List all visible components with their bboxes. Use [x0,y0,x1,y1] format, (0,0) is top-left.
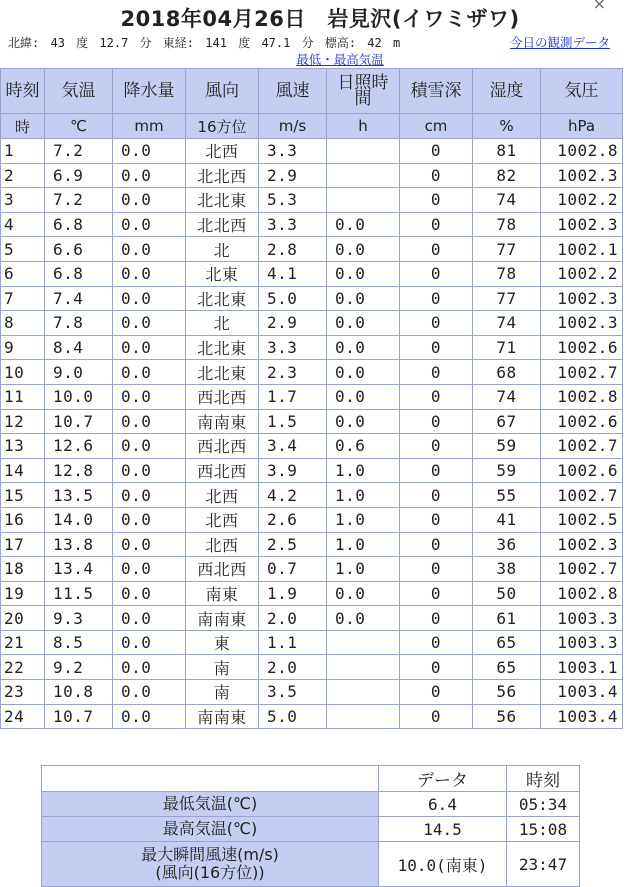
summary-label: 最高気温(℃) [42,817,379,842]
cell-sunshine: 1.0 [327,458,400,483]
cell-pressure: 1002.3 [541,163,623,188]
cell-humidity: 65 [473,655,541,680]
cell-wind-direction: 南 [186,655,259,680]
cell-wind-speed: 1.1 [259,630,327,655]
summary-header-row [42,766,580,792]
table-row [1,384,623,409]
summary-label-line2: (風向(16方位)) [155,863,265,882]
cell-hour: 23 [1,680,45,705]
longitude-minutes: 47.1 [261,36,291,50]
latitude-degrees: 43 [50,36,65,50]
table-row [1,532,623,557]
cell-wind-direction: 南南東 [186,409,259,434]
cell-pressure: 1002.7 [541,360,623,385]
cell-snow-depth: 0 [400,261,473,286]
cell-humidity: 56 [473,680,541,705]
cell-humidity: 59 [473,434,541,459]
header-precipitation: 降水量 [113,69,186,114]
cell-precipitation: 0.0 [113,704,186,729]
table-row [1,680,623,705]
station-info [0,34,640,52]
summary-time: 15:08 [507,817,580,842]
degree-unit: 度 [238,36,251,50]
cell-temperature: 12.8 [45,458,113,483]
minute-unit: 分 [301,36,314,50]
cell-temperature: 10.7 [45,704,113,729]
unit-snow-depth: cm [400,114,473,139]
today-observation-link[interactable]: 今日の観測データ [509,35,610,50]
cell-precipitation: 0.0 [113,212,186,237]
cell-pressure: 1003.4 [541,704,623,729]
cell-temperature: 13.5 [45,483,113,508]
cell-sunshine [327,680,400,705]
cell-sunshine: 0.0 [327,384,400,409]
cell-precipitation: 0.0 [113,434,186,459]
cell-precipitation: 0.0 [113,507,186,532]
cell-precipitation: 0.0 [113,188,186,213]
cell-hour: 4 [1,212,45,237]
cell-wind-direction: 北北東 [186,335,259,360]
cell-temperature: 10.7 [45,409,113,434]
cell-humidity: 68 [473,360,541,385]
unit-wind-speed: m/s [259,114,327,139]
cell-snow-depth: 0 [400,655,473,680]
cell-sunshine [327,630,400,655]
cell-humidity: 38 [473,557,541,582]
cell-hour: 5 [1,237,45,262]
cell-sunshine: 0.0 [327,311,400,336]
cell-hour: 2 [1,163,45,188]
cell-precipitation: 0.0 [113,680,186,705]
cell-pressure: 1002.3 [541,532,623,557]
cell-wind-direction: 北西 [186,139,259,164]
table-row [1,581,623,606]
cell-wind-speed: 3.3 [259,212,327,237]
cell-snow-depth: 0 [400,360,473,385]
cell-pressure: 1002.7 [541,434,623,459]
cell-humidity: 56 [473,704,541,729]
header-sunshine: 日照時 間 [327,69,400,114]
cell-humidity: 78 [473,212,541,237]
cell-humidity: 36 [473,532,541,557]
cell-hour: 15 [1,483,45,508]
unit-sunshine: h [327,114,400,139]
page-title: 2018年04月26日 岩見沢(イワミザワ) [120,7,520,31]
cell-wind-speed: 3.3 [259,139,327,164]
latitude-minutes: 12.7 [99,36,129,50]
table-row [1,409,623,434]
cell-precipitation: 0.0 [113,557,186,582]
table-row [1,237,623,262]
cell-pressure: 1002.7 [541,483,623,508]
cell-temperature: 7.8 [45,311,113,336]
table-row [1,212,623,237]
table-row [1,630,623,655]
cell-precipitation: 0.0 [113,384,186,409]
cell-pressure: 1002.6 [541,409,623,434]
cell-snow-depth: 0 [400,212,473,237]
unit-pressure: hPa [541,114,623,139]
cell-hour: 9 [1,335,45,360]
table-row [1,507,623,532]
hourly-observation-table [0,68,623,729]
cell-pressure: 1003.4 [541,680,623,705]
cell-pressure: 1002.6 [541,335,623,360]
cell-snow-depth: 0 [400,384,473,409]
cell-snow-depth: 0 [400,458,473,483]
minute-unit: 分 [139,36,152,50]
cell-hour: 1 [1,139,45,164]
cell-hour: 17 [1,532,45,557]
cell-pressure: 1003.1 [541,655,623,680]
elevation-value: 42 [367,36,382,50]
cell-wind-direction: 南東 [186,581,259,606]
header-snow-depth: 積雪深 [400,69,473,114]
cell-temperature: 6.8 [45,212,113,237]
cell-temperature: 6.6 [45,237,113,262]
longitude-degrees: 141 [205,36,227,50]
cell-humidity: 55 [473,483,541,508]
cell-hour: 21 [1,630,45,655]
cell-snow-depth: 0 [400,630,473,655]
cell-wind-speed: 1.9 [259,581,327,606]
table-row [1,458,623,483]
cell-wind-speed: 2.5 [259,532,327,557]
cell-hour: 6 [1,261,45,286]
cell-humidity: 78 [473,261,541,286]
cell-hour: 24 [1,704,45,729]
summary-label [42,842,379,887]
cell-snow-depth: 0 [400,286,473,311]
header-wind-speed: 風速 [259,69,327,114]
cell-temperature: 14.0 [45,507,113,532]
summary-time: 23:47 [507,842,580,887]
cell-precipitation: 0.0 [113,581,186,606]
cell-wind-direction: 北北西 [186,212,259,237]
table-row [1,335,623,360]
cell-wind-direction: 西北西 [186,434,259,459]
cell-wind-speed: 3.5 [259,680,327,705]
cell-sunshine: 0.0 [327,212,400,237]
summary-time: 05:34 [507,792,580,817]
cell-pressure: 1003.3 [541,630,623,655]
cell-wind-direction: 西北西 [186,458,259,483]
cell-wind-speed: 2.9 [259,163,327,188]
cell-wind-speed: 5.0 [259,704,327,729]
cell-precipitation: 0.0 [113,606,186,631]
cell-snow-depth: 0 [400,507,473,532]
cell-hour: 11 [1,384,45,409]
cell-snow-depth: 0 [400,188,473,213]
cell-temperature: 13.4 [45,557,113,582]
cell-sunshine: 0.6 [327,434,400,459]
cell-wind-direction: 北 [186,237,259,262]
summary-value: 6.4 [379,792,507,817]
cell-temperature: 6.9 [45,163,113,188]
summary-label-line1: 最大瞬間風速(m/s) [141,845,279,864]
summary-label: 最低気温(℃) [42,792,379,817]
close-icon[interactable]: × [592,0,606,13]
cell-humidity: 74 [473,188,541,213]
minmax-link-row [0,52,640,68]
cell-sunshine: 0.0 [327,286,400,311]
cell-precipitation: 0.0 [113,261,186,286]
cell-wind-speed: 2.3 [259,360,327,385]
cell-hour: 20 [1,606,45,631]
cell-temperature: 10.8 [45,680,113,705]
cell-wind-direction: 東 [186,630,259,655]
daily-summary-table [41,765,580,887]
summary-row-max-temp [42,817,580,842]
cell-precipitation: 0.0 [113,237,186,262]
cell-snow-depth: 0 [400,237,473,262]
cell-sunshine: 0.0 [327,360,400,385]
cell-snow-depth: 0 [400,557,473,582]
cell-pressure: 1002.6 [541,458,623,483]
cell-sunshine: 0.0 [327,409,400,434]
cell-hour: 7 [1,286,45,311]
cell-wind-direction: 北東 [186,261,259,286]
summary-header-blank [42,766,379,792]
cell-snow-depth: 0 [400,532,473,557]
table-row [1,261,623,286]
cell-pressure: 1002.8 [541,581,623,606]
cell-sunshine: 0.0 [327,581,400,606]
cell-wind-speed: 3.4 [259,434,327,459]
cell-sunshine: 0.0 [327,237,400,262]
cell-hour: 3 [1,188,45,213]
cell-precipitation: 0.0 [113,532,186,557]
cell-hour: 22 [1,655,45,680]
cell-wind-direction: 南南東 [186,606,259,631]
cell-temperature: 8.4 [45,335,113,360]
cell-humidity: 59 [473,458,541,483]
cell-wind-speed: 5.0 [259,286,327,311]
cell-wind-direction: 西北西 [186,384,259,409]
cell-humidity: 71 [473,335,541,360]
cell-snow-depth: 0 [400,704,473,729]
cell-snow-depth: 0 [400,606,473,631]
cell-hour: 19 [1,581,45,606]
cell-precipitation: 0.0 [113,458,186,483]
unit-humidity: % [473,114,541,139]
cell-hour: 13 [1,434,45,459]
units-row [1,114,623,139]
cell-wind-direction: 北 [186,311,259,336]
summary-header-data: データ [379,766,507,792]
cell-temperature: 6.8 [45,261,113,286]
header-hour: 時刻 [1,69,45,114]
cell-sunshine: 1.0 [327,557,400,582]
table-row [1,655,623,680]
table-row [1,163,623,188]
cell-wind-speed: 4.2 [259,483,327,508]
cell-hour: 12 [1,409,45,434]
table-row [1,704,623,729]
cell-sunshine [327,163,400,188]
cell-wind-speed: 2.0 [259,606,327,631]
cell-temperature: 12.6 [45,434,113,459]
table-row [1,139,623,164]
cell-temperature: 9.2 [45,655,113,680]
cell-precipitation: 0.0 [113,311,186,336]
cell-sunshine [327,655,400,680]
cell-humidity: 81 [473,139,541,164]
elevation-unit: m [392,36,401,50]
cell-pressure: 1002.1 [541,237,623,262]
cell-snow-depth: 0 [400,335,473,360]
cell-precipitation: 0.0 [113,655,186,680]
cell-humidity: 50 [473,581,541,606]
cell-snow-depth: 0 [400,434,473,459]
header-temperature: 気温 [45,69,113,114]
cell-humidity: 41 [473,507,541,532]
cell-wind-direction: 北西 [186,507,259,532]
elevation-label: 標高: [324,36,357,50]
cell-temperature: 7.4 [45,286,113,311]
header-wind-direction: 風向 [186,69,259,114]
cell-pressure: 1002.7 [541,557,623,582]
table-row [1,311,623,336]
cell-wind-speed: 4.1 [259,261,327,286]
cell-wind-direction: 南 [186,680,259,705]
cell-snow-depth: 0 [400,139,473,164]
cell-wind-speed: 2.6 [259,507,327,532]
cell-pressure: 1002.8 [541,139,623,164]
cell-wind-direction: 南南東 [186,704,259,729]
cell-temperature: 7.2 [45,139,113,164]
cell-wind-direction: 北西 [186,483,259,508]
cell-sunshine: 0.0 [327,606,400,631]
cell-precipitation: 0.0 [113,335,186,360]
cell-snow-depth: 0 [400,483,473,508]
longitude-label: 東経: [162,36,195,50]
cell-snow-depth: 0 [400,163,473,188]
cell-snow-depth: 0 [400,680,473,705]
cell-wind-direction: 北北東 [186,188,259,213]
cell-humidity: 77 [473,237,541,262]
header-humidity: 湿度 [473,69,541,114]
cell-pressure: 1002.3 [541,212,623,237]
cell-humidity: 67 [473,409,541,434]
summary-header-time: 時刻 [507,766,580,792]
cell-hour: 18 [1,557,45,582]
cell-precipitation: 0.0 [113,286,186,311]
summary-row-min-temp [42,792,580,817]
unit-wind-direction: 16方位 [186,114,259,139]
header-pressure: 気圧 [541,69,623,114]
cell-wind-direction: 北北西 [186,163,259,188]
cell-hour: 8 [1,311,45,336]
header-row [1,69,623,114]
cell-precipitation: 0.0 [113,163,186,188]
cell-wind-speed: 0.7 [259,557,327,582]
latitude-label: 北緯: [8,36,40,50]
cell-hour: 16 [1,507,45,532]
cell-pressure: 1002.3 [541,311,623,336]
cell-wind-speed: 3.9 [259,458,327,483]
cell-humidity: 65 [473,630,541,655]
cell-snow-depth: 0 [400,311,473,336]
table-row [1,360,623,385]
cell-sunshine: 1.0 [327,532,400,557]
degree-unit: 度 [76,36,89,50]
cell-pressure: 1002.8 [541,384,623,409]
table-row [1,434,623,459]
cell-temperature: 7.2 [45,188,113,213]
cell-humidity: 77 [473,286,541,311]
cell-wind-speed: 1.5 [259,409,327,434]
cell-humidity: 82 [473,163,541,188]
cell-pressure: 1002.2 [541,188,623,213]
cell-humidity: 61 [473,606,541,631]
summary-value: 14.5 [379,817,507,842]
cell-temperature: 11.5 [45,581,113,606]
table-row [1,483,623,508]
min-max-temperature-link[interactable]: 最低・最高気温 [296,52,384,67]
cell-sunshine: 0.0 [327,335,400,360]
cell-wind-speed: 2.8 [259,237,327,262]
table-row [1,557,623,582]
cell-wind-speed: 2.0 [259,655,327,680]
cell-humidity: 74 [473,384,541,409]
cell-temperature: 10.0 [45,384,113,409]
cell-wind-direction: 北北東 [186,286,259,311]
cell-sunshine [327,188,400,213]
cell-humidity: 74 [473,311,541,336]
cell-snow-depth: 0 [400,409,473,434]
cell-sunshine: 0.0 [327,261,400,286]
cell-precipitation: 0.0 [113,630,186,655]
table-row [1,188,623,213]
cell-wind-direction: 西北西 [186,557,259,582]
cell-sunshine: 1.0 [327,483,400,508]
cell-temperature: 9.3 [45,606,113,631]
cell-precipitation: 0.0 [113,360,186,385]
cell-wind-direction: 北北東 [186,360,259,385]
cell-wind-direction: 北西 [186,532,259,557]
cell-pressure: 1002.2 [541,261,623,286]
table-row [1,606,623,631]
unit-temperature: ℃ [45,114,113,139]
cell-pressure: 1002.3 [541,286,623,311]
summary-row-max-gust [42,842,580,887]
cell-snow-depth: 0 [400,581,473,606]
unit-hour: 時 [1,114,45,139]
cell-pressure: 1003.3 [541,606,623,631]
cell-pressure: 1002.5 [541,507,623,532]
cell-wind-speed: 2.9 [259,311,327,336]
cell-wind-speed: 5.3 [259,188,327,213]
cell-precipitation: 0.0 [113,139,186,164]
summary-value: 10.0(南東) [379,842,507,887]
cell-wind-speed: 1.7 [259,384,327,409]
cell-sunshine: 1.0 [327,507,400,532]
cell-hour: 10 [1,360,45,385]
cell-hour: 14 [1,458,45,483]
cell-sunshine [327,139,400,164]
unit-precipitation: mm [113,114,186,139]
cell-sunshine [327,704,400,729]
cell-temperature: 8.5 [45,630,113,655]
cell-temperature: 13.8 [45,532,113,557]
cell-precipitation: 0.0 [113,409,186,434]
cell-temperature: 9.0 [45,360,113,385]
cell-precipitation: 0.0 [113,483,186,508]
table-row [1,286,623,311]
cell-wind-speed: 3.3 [259,335,327,360]
